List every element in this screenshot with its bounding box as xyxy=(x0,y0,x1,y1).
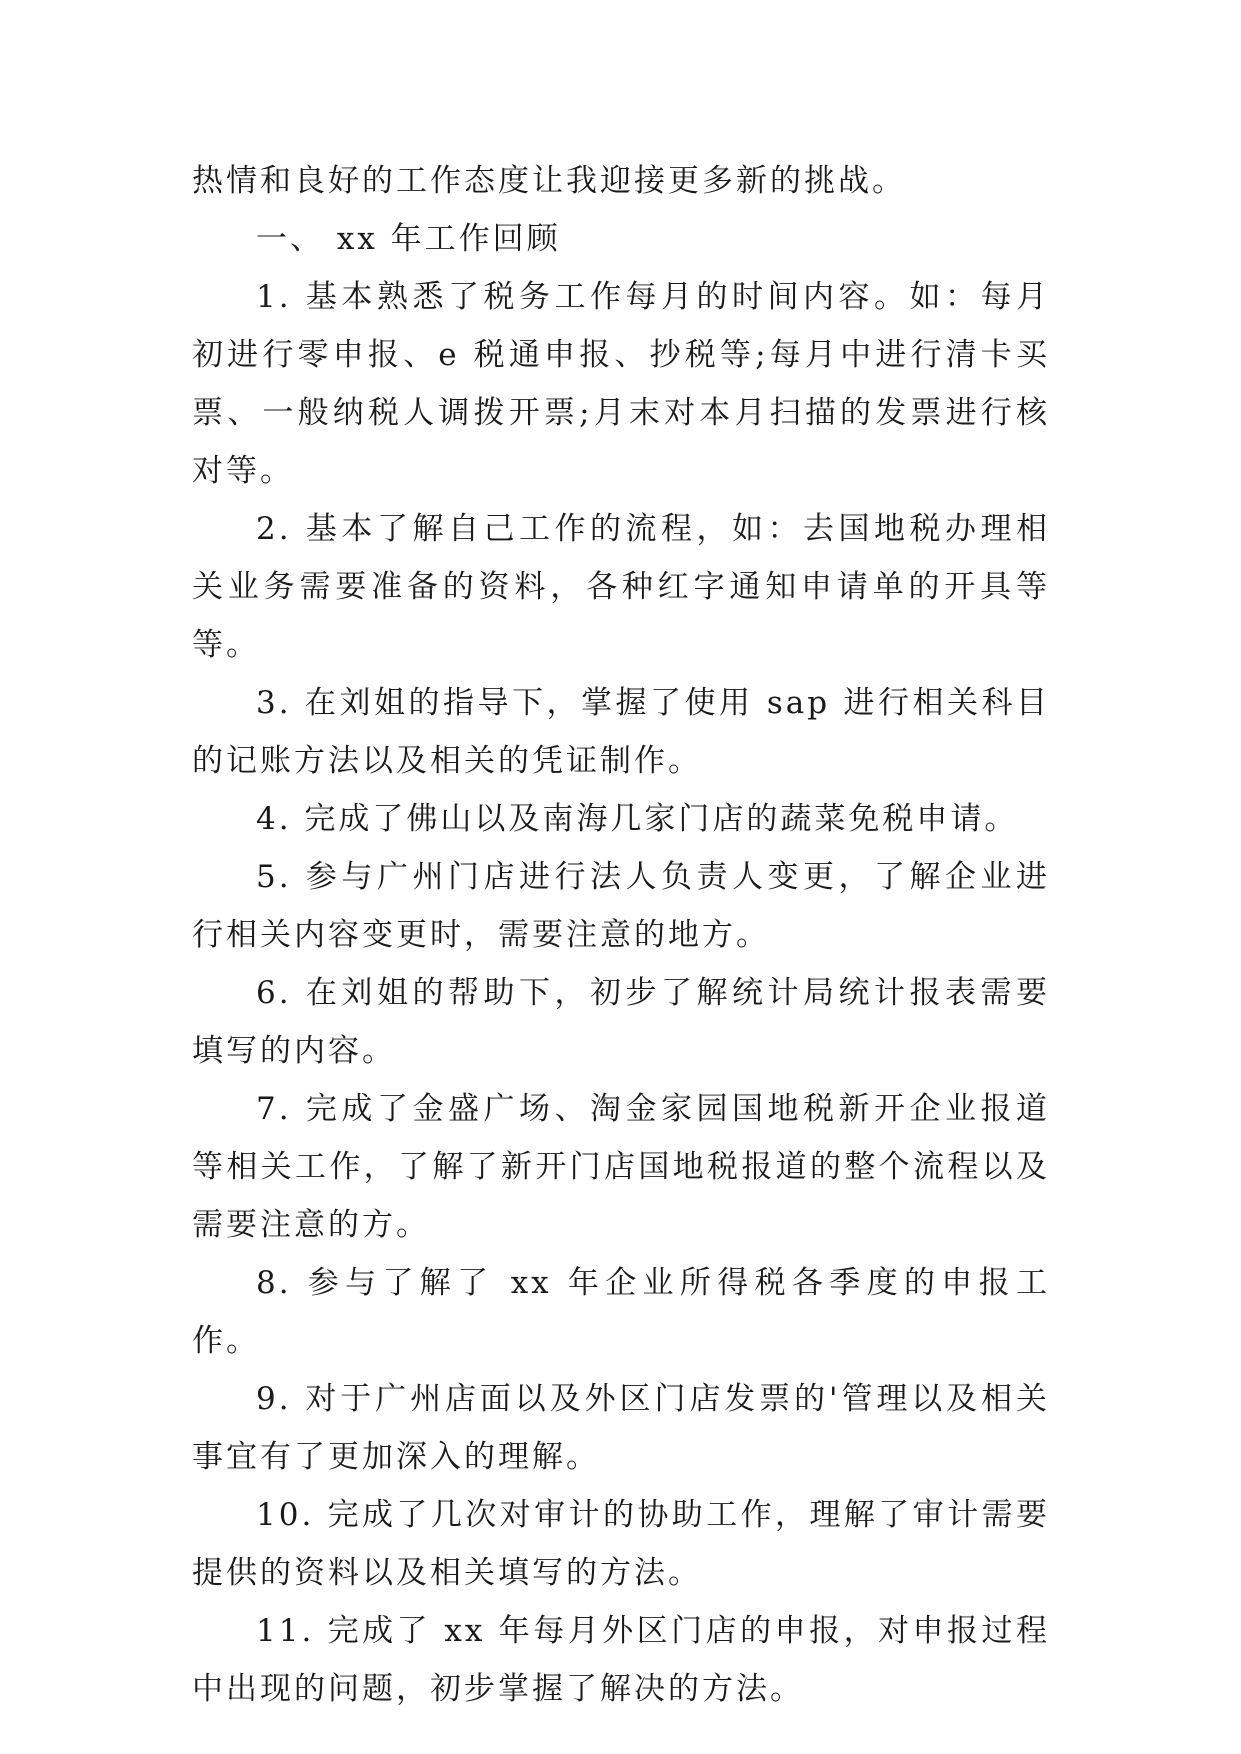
list-item-3: 3. 在刘姐的指导下，掌握了使用 sap 进行相关科目的记账方法以及相关的凭证制作。 xyxy=(192,685,1050,779)
list-item-5: 5. 参与广州门店进行法人负责人变更，了解企业进行相关内容变更时，需要注意的地方。 xyxy=(192,859,1050,953)
list-item-7: 7. 完成了金盛广场、淘金家园国地税新开企业报道等相关工作，了解了新开门店国地税报道的整个流程以及需要注意的方。 xyxy=(192,1091,1050,1243)
document-body xyxy=(192,152,1050,1718)
list-item-1: 1. 基本熟悉了税务工作每月的时间内容。如：每月初进行零申报、e 税通申报、抄税等;每月中进行清卡买票、一般纳税人调拨开票;月末对本月扫描的发票进行核对等。 xyxy=(192,279,1050,489)
list-item-8: 8. 参与了解了 xx 年企业所得税各季度的申报工作。 xyxy=(192,1265,1050,1359)
list-item-9: 9. 对于广州店面以及外区门店发票的'管理以及相关事宜有了更加深入的理解。 xyxy=(192,1381,1050,1475)
list-item-4: 4. 完成了佛山以及南海几家门店的蔬菜免税申请。 xyxy=(256,801,1019,837)
list-item-11: 11. 完成了 xx 年每月外区门店的申报，对申报过程中出现的问题，初步掌握了解决的方法。 xyxy=(192,1613,1050,1707)
list-item-10: 10. 完成了几次对审计的协助工作，理解了审计需要提供的资料以及相关填写的方法。 xyxy=(192,1497,1050,1591)
section-heading: 一、 xx 年工作回顾 xyxy=(256,221,561,257)
list-item-6: 6. 在刘姐的帮助下，初步了解统计局统计报表需要填写的内容。 xyxy=(192,975,1050,1069)
paragraph-continuation: 热情和良好的工作态度让我迎接更多新的挑战。 xyxy=(192,163,906,199)
list-item-2: 2. 基本了解自己工作的流程，如：去国地税办理相关业务需要准备的资料，各种红字通知申请单的开具等等。 xyxy=(192,511,1050,663)
